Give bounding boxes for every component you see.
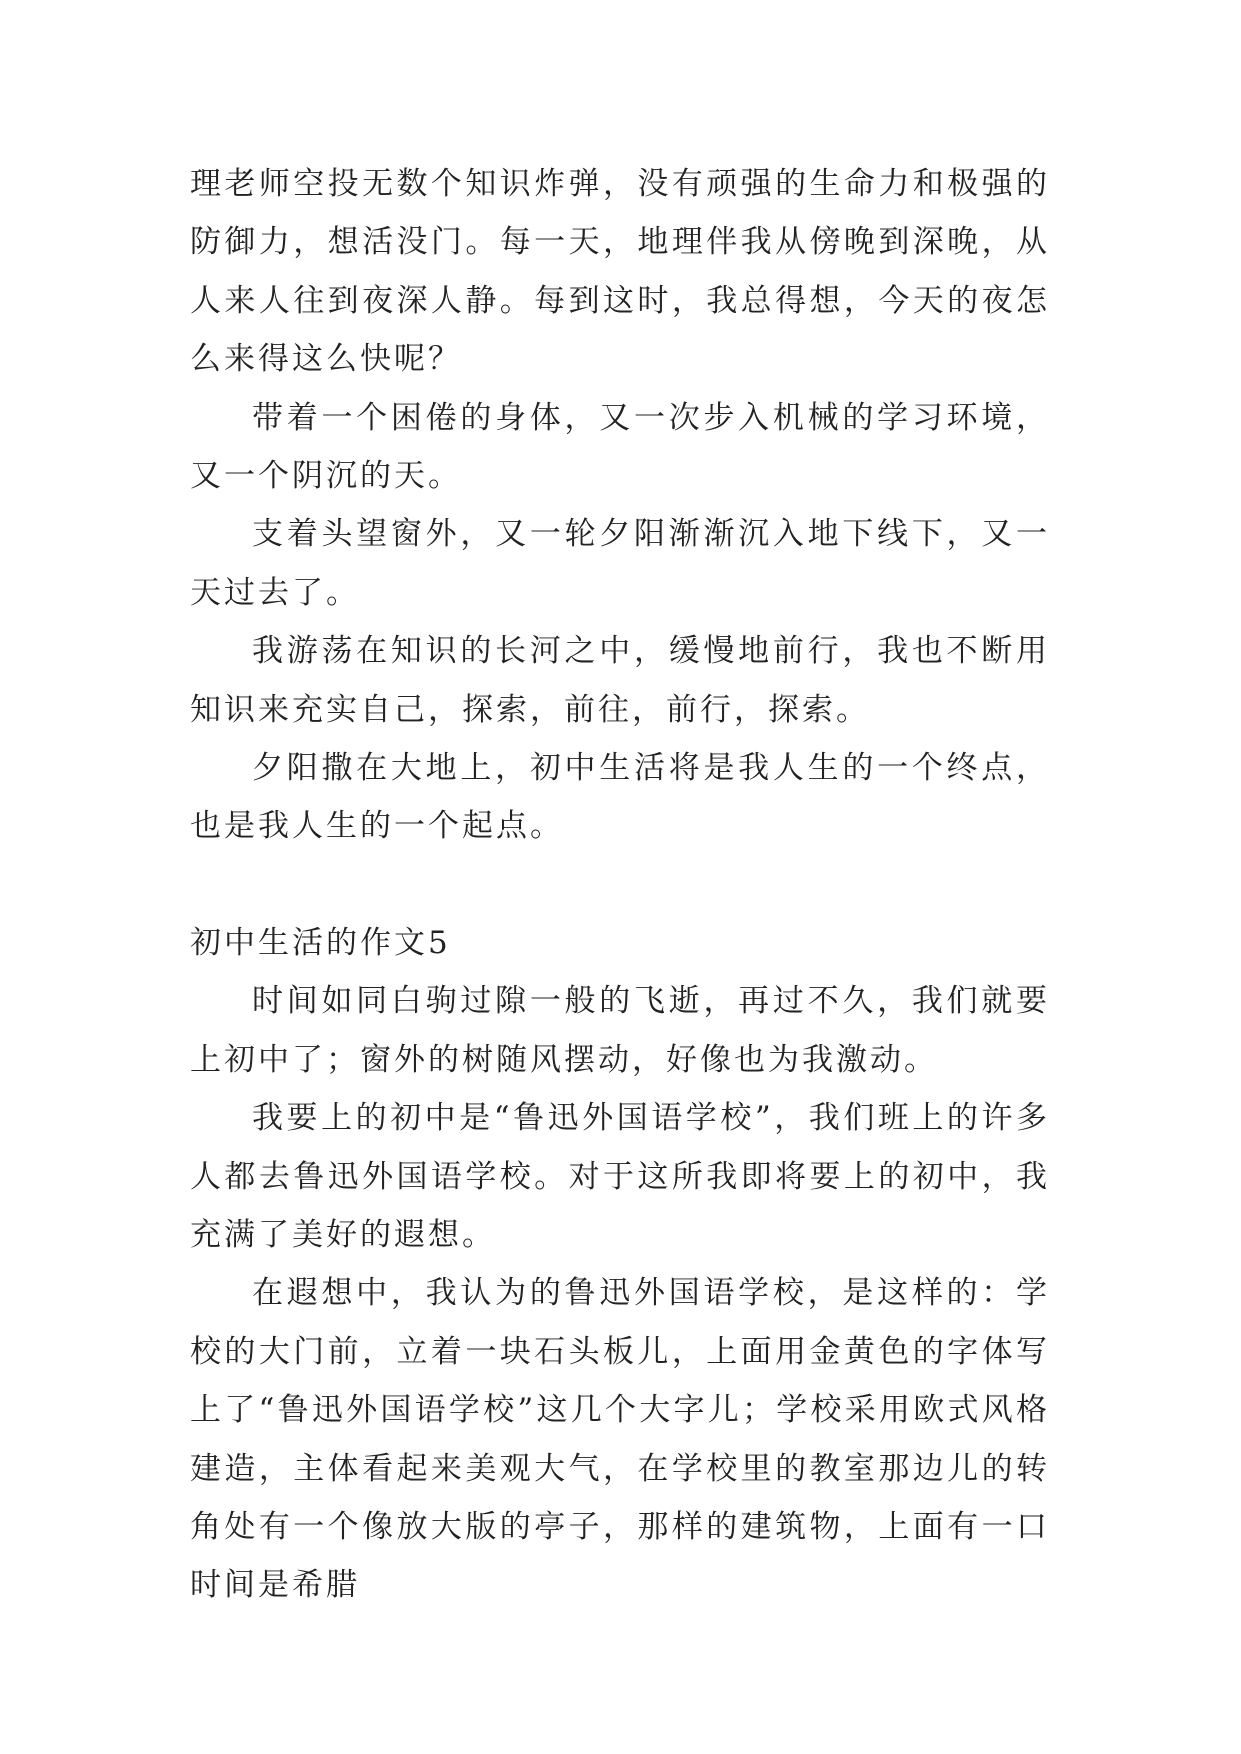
paragraph: 我要上的初中是“鲁迅外国语学校”，我们班上的许多人都去鲁迅外国语学校。对于这所我即将要上的初中，我充满了美好的遐想。 [190,1100,1050,1253]
section-title: 初中生活的作文5 [190,924,451,961]
paragraph: 时间如同白驹过隙一般的飞逝，再过不久，我们就要上初中了；窗外的树随风摆动，好像也为我激动。 [190,983,1050,1078]
paragraph: 我游荡在知识的长河之中，缓慢地前行，我也不断用知识来充实自己，探索，前往，前行，探索。 [190,633,1050,728]
document-body [190,155,1050,1615]
paragraph: 夕阳撒在大地上，初中生活将是我人生的一个终点，也是我人生的一个起点。 [190,750,1050,845]
paragraph: 理老师空投无数个知识炸弹，没有顽强的生命力和极强的防御力，想活没门。每一天，地理伴我从傍晚到深晚，从人来人往到夜深人静。每到这时，我总得想，今天的夜怎么来得这么快呢？ [190,166,1050,378]
paragraph: 在遐想中，我认为的鲁迅外国语学校，是这样的：学校的大门前，立着一块石头板儿，上面用金黄色的字体写上了“鲁迅外国语学校”这几个大字儿；学校采用欧式风格建造，主体看起来美观大气，在学校里的教室那边儿的转角处有一个像放大版的亭子，那样的建筑物，上面有一口时间是希腊 [190,1275,1050,1604]
paragraph: 带着一个困倦的身体，又一次步入机械的学习环境，又一个阴沉的天。 [190,399,1050,495]
paragraph: 支着头望窗外，又一轮夕阳渐渐沉入地下线下，又一天过去了。 [190,516,1050,611]
